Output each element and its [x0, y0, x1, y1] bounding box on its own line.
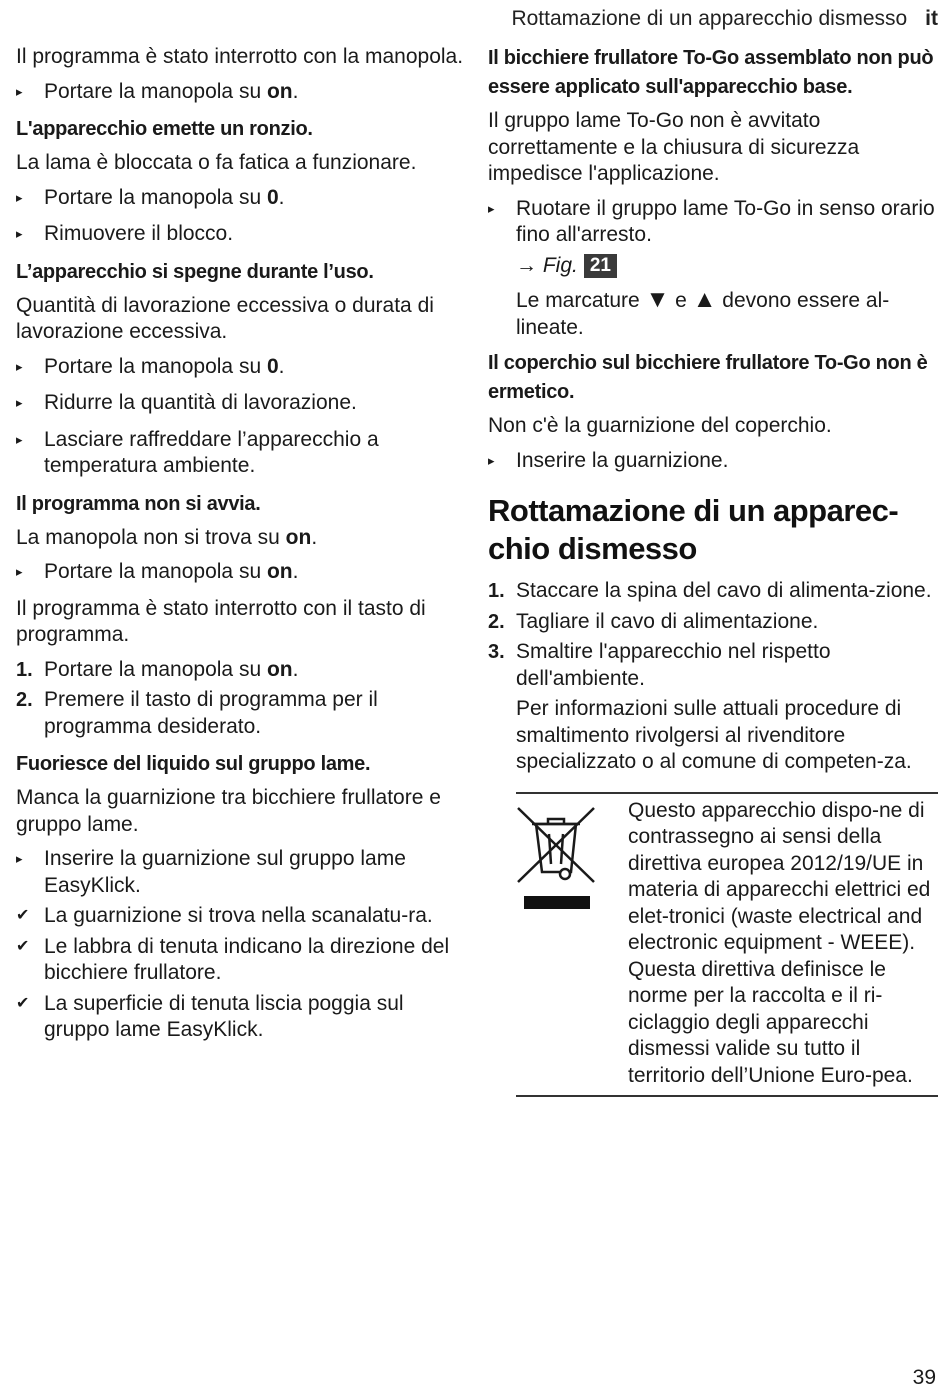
bullet-step	[488, 196, 938, 249]
bullet-icon: ▸	[16, 851, 23, 866]
step-text: Premere il tasto di programma per il programma desiderato.	[44, 688, 378, 738]
bullet-icon: ▸	[488, 200, 495, 216]
knob-setting: on	[266, 560, 293, 583]
crossed-out-wheelie-bin-icon	[516, 798, 628, 1090]
weee-text: Questo apparecchio dispo-ne di contrassegno ai sensi della direttiva europea 2012/19/UE in materia di apparecchi elettrici ed elet-tronici (waste electrical and electronic equipment - WEEE).	[628, 798, 931, 954]
bullet-step	[16, 846, 471, 899]
step-text: Inserire la guarnizione sul gruppo lame EasyKlick.	[44, 847, 406, 897]
knob-setting: on	[285, 525, 312, 549]
bullet-step	[16, 390, 471, 417]
check-item	[16, 991, 471, 1044]
cause-text: Il programma è stato interrotto con la manopola.	[16, 45, 464, 68]
alignment-note	[516, 287, 938, 341]
bullet-step	[16, 559, 471, 586]
step-text: Ridurre la quantità di lavorazione.	[44, 391, 357, 414]
cause-text: Manca la guarnizione tra bicchiere frullatore e gruppo lame.	[16, 786, 441, 836]
left-column	[16, 44, 471, 1048]
step-text: Portare la manopola su	[44, 354, 267, 378]
step-number: 2.	[16, 689, 33, 711]
weee-text: Questa direttiva definisce le norme per la raccolta e il ri-ciclaggio degli apparecchi dismessi valide su tutto il territorio dell’Unione Euro-pea.	[628, 957, 913, 1087]
problem-heading: Il bicchiere frullatore To-Go assemblato non può essere applicato sull'apparecchio base.	[488, 47, 934, 98]
bullet-icon: ▸	[16, 431, 23, 447]
step-text: Inserire la guarnizione.	[516, 448, 729, 472]
check-item	[16, 903, 471, 930]
figure-prefix: → Fig.	[516, 253, 578, 277]
bullet-icon: ▸	[16, 189, 23, 205]
running-header	[300, 6, 938, 32]
problem-heading: L’apparecchio si spegne durante l’uso.	[16, 260, 374, 283]
punctuation: .	[292, 657, 299, 681]
bullet-step	[488, 448, 938, 475]
check-text: La superficie di tenuta liscia poggia sul gruppo lame EasyKlick.	[44, 991, 404, 1041]
step-text: Portare la manopola su	[44, 79, 267, 103]
step-text: Staccare la spina del cavo di alimenta-zione.	[516, 579, 932, 602]
figure-number-badge: 21	[584, 254, 617, 278]
bullet-icon: ▸	[16, 358, 23, 374]
bullet-icon: ▸	[16, 83, 23, 99]
knob-setting: on	[266, 79, 293, 103]
disposal-info: Per informazioni sulle attuali procedure di smaltimento rivolgersi al rivenditore specializzato o al comune di competen-za.	[516, 697, 912, 773]
step-text: Portare la manopola su	[44, 185, 267, 209]
cause-text: Il gruppo lame To-Go non è avvitato correttamente e la chiusura di sicurezza impedisce l'applicazione.	[488, 109, 860, 185]
bullet-icon: ▸	[16, 564, 23, 579]
check-text: Le labbra di tenuta indicano la direzione del bicchiere frullatore.	[44, 934, 450, 984]
step-text: Smaltire l'apparecchio nel rispetto dell'ambiente.	[516, 640, 831, 690]
section-title: Rottamazione di un apparec-chio dismesso	[488, 493, 899, 566]
bullet-step	[16, 427, 471, 480]
knob-setting: 0	[266, 354, 279, 378]
cause-text: Il programma è stato interrotto con il tasto di programma.	[16, 596, 426, 646]
cause-text: Non c'è la guarnizione del coperchio.	[488, 414, 832, 437]
cause-text-part: La manopola non si trova su	[16, 525, 286, 549]
numbered-step	[488, 578, 938, 605]
step-text: Portare la manopola su	[44, 560, 267, 583]
numbered-step	[16, 657, 471, 684]
step-text: Tagliare il cavo di alimentazione.	[516, 609, 819, 633]
check-item	[16, 934, 471, 987]
check-text: La guarnizione si trova nella scanalatu-ra.	[44, 904, 433, 927]
problem-heading: Il programma non si avvia.	[16, 492, 261, 515]
bullet-step	[16, 354, 471, 381]
note-text: Le marcature	[516, 289, 646, 312]
knob-setting: 0	[266, 185, 279, 209]
check-icon: ✔	[16, 937, 30, 955]
numbered-step	[488, 639, 938, 692]
step-number: 3.	[488, 641, 505, 663]
step-text: Rimuovere il blocco.	[44, 222, 234, 245]
knob-setting: on	[266, 657, 293, 681]
punctuation: .	[278, 354, 285, 378]
problem-heading: Il coperchio sul bicchiere frullatore To-Go non è ermetico.	[488, 352, 928, 403]
header-language-code: it	[925, 7, 938, 30]
numbered-step	[16, 687, 471, 740]
check-icon: ✔	[16, 994, 30, 1012]
figure-reference	[516, 253, 938, 280]
step-number: 1.	[488, 580, 505, 602]
numbered-step	[488, 609, 938, 636]
problem-heading: Fuoriesce del liquido sul gruppo lame.	[16, 753, 371, 775]
note-text: devono essere al-lineate.	[516, 289, 890, 339]
step-number: 1.	[16, 658, 33, 681]
cause-text	[16, 525, 471, 552]
note-text: e	[669, 289, 693, 312]
header-section-title: Rottamazione di un apparecchio dismesso	[511, 7, 908, 30]
bullet-step	[16, 221, 471, 248]
bullet-step	[16, 185, 471, 212]
bullet-icon: ▸	[16, 395, 23, 410]
problem-heading: L'apparecchio emette un ronzio.	[16, 118, 313, 140]
punctuation: .	[292, 79, 299, 103]
bullet-step	[16, 79, 471, 106]
up-triangle-icon: ▲	[692, 286, 717, 313]
check-icon: ✔	[16, 907, 30, 924]
right-column	[488, 44, 938, 1097]
page-number: 39	[912, 1366, 936, 1389]
cause-text: La lama è bloccata o fa fatica a funzionare.	[16, 151, 417, 174]
bullet-icon: ▸	[488, 452, 495, 468]
punctuation: .	[311, 525, 318, 549]
step-text: Lasciare raffreddare l’apparecchio a temperatura ambiente.	[44, 427, 379, 477]
step-text: Portare la manopola su	[44, 657, 267, 681]
cause-text: Quantità di lavorazione eccessiva o durata di lavorazione eccessiva.	[16, 293, 434, 343]
down-triangle-icon: ▼	[645, 286, 670, 313]
weee-notice-box	[516, 792, 938, 1098]
bullet-icon: ▸	[16, 226, 23, 241]
step-text: Ruotare il gruppo lame To-Go in senso orario fino all'arresto.	[516, 196, 935, 246]
punctuation: .	[292, 560, 299, 583]
punctuation: .	[278, 185, 285, 209]
step-number: 2.	[488, 610, 505, 633]
